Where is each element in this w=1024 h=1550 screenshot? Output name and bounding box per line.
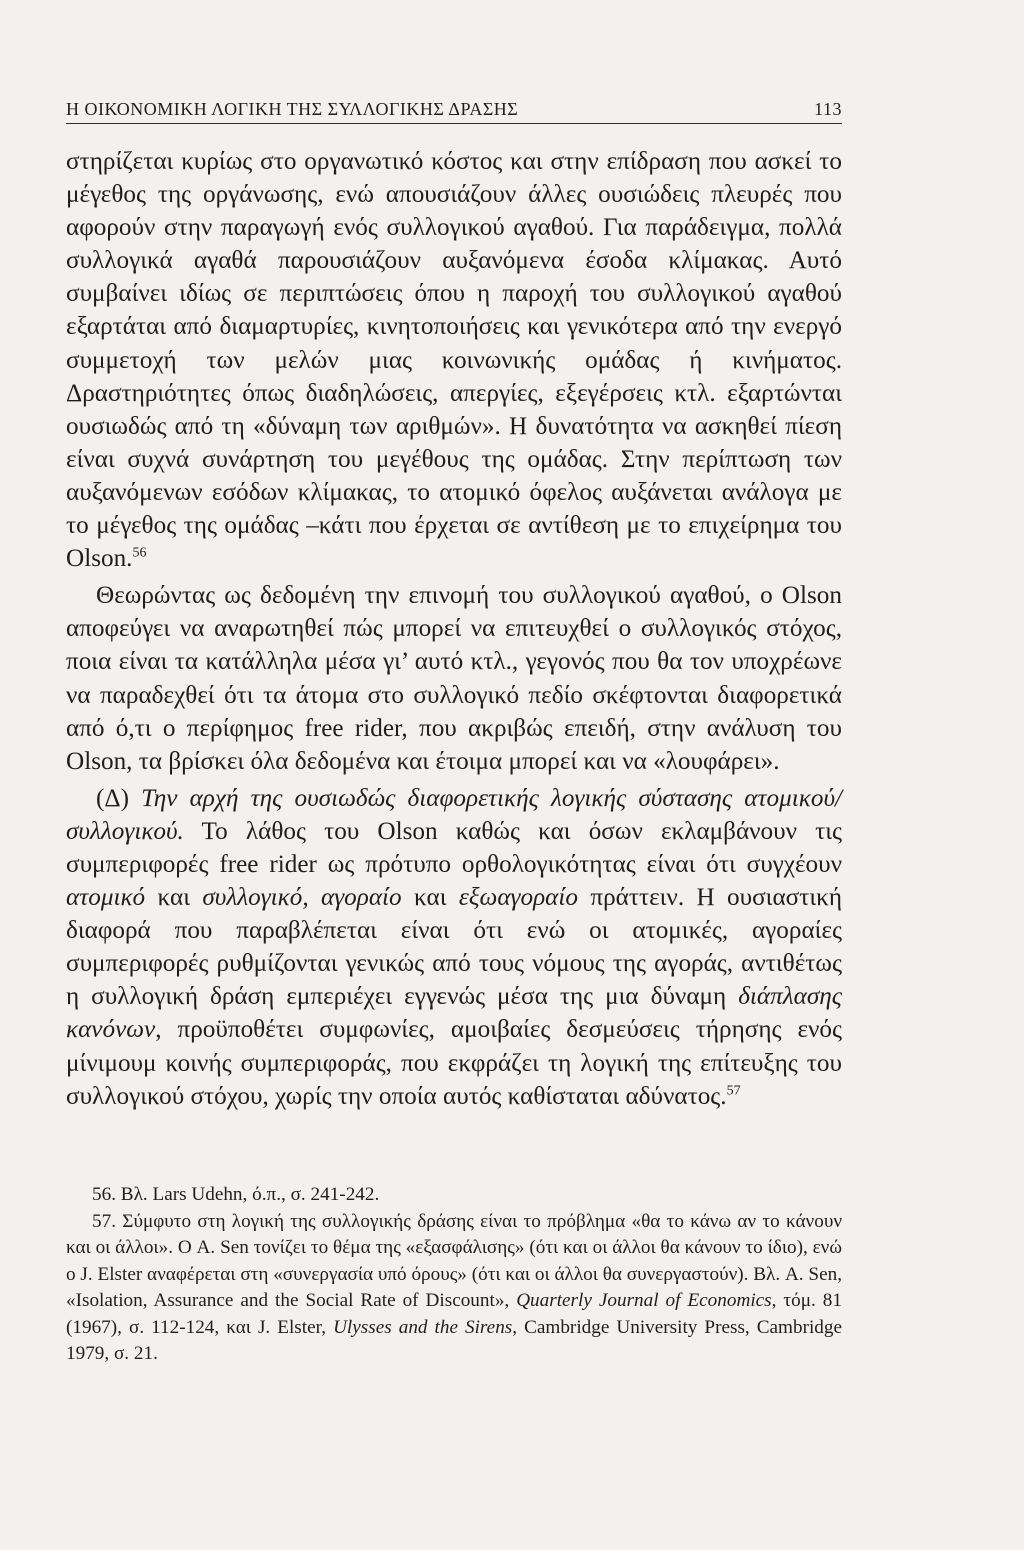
main-text (66, 145, 842, 1113)
page-number: 113 (814, 99, 842, 119)
paragraph-1-text: στηρίζεται κυρίως στο οργανωτικό κόστος και στην επίδραση που ασκεί το μέγεθος της οργάνωσης, ενώ απουσιάζουν άλλες ουσιώδεις πλευρές που αφορούν στην παραγωγή ενός συλλογικού αγαθού. Για παράδειγμα, πολλά συλλογικά αγαθά παρουσιάζουν αυξανόμενα έσοδα κλίμακας. Αυτό συμβαίνει ιδίως σε περιπτώσεις όπου η παροχή του συλλογικού αγαθού εξαρτάται από διαμαρτυρίες, κινητοποιήσεις και γενικότερα από την ενεργό συμμετοχή των μελών μιας κοινωνικής ομάδας ή κινήματος. Δραστηριότητες όπως διαδηλώσεις, απεργίες, εξεγέρσεις κτλ. εξαρτώνται ουσιωδώς από τη «δύναμη των αριθμών». Η δυνατότητα να ασκηθεί πίεση είναι συχνά συνάρτηση του μεγέθους της ομάδας. Στην περίπτωση των αυξανόμενων εσόδων κλίμακας, το ατομικό όφελος αυξάνεται ανάλογα με το μέγεθος της ομάδας –κάτι που έρχεται σε αντίθεση με το επιχείρημα του Olson. (66, 148, 842, 573)
paragraph-3-text-5: , προϋποθέτει συμφωνίες, αμοιβαίες δεσμεύσεις τήρησης ενός μίνιμουμ κοινής συμπεριφοράς, που εκφράζει τη λογική της επίτευξης του συλλογικού στόχου, χωρίς την οποία αυτός καθίσταται αδύνατος. (66, 1016, 842, 1110)
paragraph-3-italic-1: ατομικό (66, 884, 146, 912)
paragraph-3-text-4: πράττειν. Η ουσιαστική διαφορά που παραβλέπεται είναι ότι ενώ οι ατομικές, αγοραίες συμπεριφορές ρυθμίζονται γενικώς από τους νόμους της αγοράς, αντιθέτως η συλλογική δράση εμπεριέχει εγγενώς μέσα της μια δύναμη (66, 884, 842, 1011)
paragraph-2-text: Θεωρώντας ως δεδομένη την επινομή του συλλογικού αγαθού, ο Olson αποφεύγει να αναρωτηθεί πώς μπορεί να επιτευχθεί ο συλλογικός στόχος, ποια είναι τα κατάλληλα μέσα γι’ αυτό κτλ., γεγονός που θα τον υποχρέωνε να παραδεχθεί ότι τα άτομα στο συλλογικό πεδίο σκέφτονται διαφορετικά από ό,τι ο περίφημος free rider, που ακριβώς επειδή, στην ανάλυση του Olson, τα βρίσκει όλα δεδομένα και έτοιμα μπορεί και να «λουφάρει». (66, 582, 842, 775)
note-ref-57: 57 (726, 1083, 741, 1099)
paragraph-3-italic-2: συλλογικό, αγοραίο (202, 884, 402, 912)
paragraph-3-text-1: Το λάθος του Olson καθώς και όσων εκλαμβάνουν τις συμπεριφορές free rider ως πρότυπο ορθολογικότητας είναι ότι συγχέουν (66, 817, 842, 878)
note-ref-56: 56 (132, 545, 147, 561)
running-head-title: Η ΟΙΚΟΝΟΜΙΚΗ ΛΟΓΙΚΗ ΤΗΣ ΣΥΛΛΟΓΙΚΗΣ ΔΡΑΣΗΣ (66, 99, 519, 119)
footnotes (66, 1182, 842, 1368)
footnote-57 (66, 1209, 842, 1368)
paragraph-3-italic-4: διάπλασης κανόνων (66, 983, 842, 1044)
footnote-57-text-2: , τόμ. 81 (1967), σ. 112-124, και J. Elster, (66, 1290, 842, 1338)
paragraph-3-text-2: και (145, 884, 203, 912)
running-head (66, 92, 842, 124)
footnote-56: 56. Βλ. Lars Udehn, ό.π., σ. 241-242. (92, 1184, 380, 1205)
paragraph-3-text-3: και (401, 884, 459, 912)
footnote-57-text-1: 57. Σύμφυτο στη λογική της συλλογικής δράσης είναι το πρόβλημα «θα το κάνω αν το κάνουν και οι άλλοι». Ο A. Sen τονίζει το θέμα της «εξασφάλισης» (ότι και οι άλλοι θα κάνουν το ίδιο), ενώ ο J. Elster αναφέρεται στη «συνεργασία υπό όρους» (ότι και οι άλλοι θα συνεργαστούν). Βλ. A. Sen, «Isolation, Assurance and the Social Rate of Discount», (66, 1210, 842, 1311)
section-heading: Την αρχή της ουσιωδώς διαφορετικής λογικής σύστασης ατομικού/συλλογικού. (66, 784, 842, 845)
paragraph-1 (66, 145, 842, 575)
section-label: (Δ) (96, 784, 129, 812)
footnote-57-journal: Quarterly Journal of Economics (516, 1290, 772, 1311)
paragraph-3 (66, 782, 842, 1113)
paragraph-3-italic-3: εξωαγοραίο (458, 884, 578, 912)
paragraph-2 (66, 579, 842, 778)
footnote-57-text-3: , Cambridge University Press, Cambridge 1979, σ. 21. (66, 1316, 843, 1364)
footnote-57-book: Ulysses and the Sirens (333, 1316, 513, 1338)
